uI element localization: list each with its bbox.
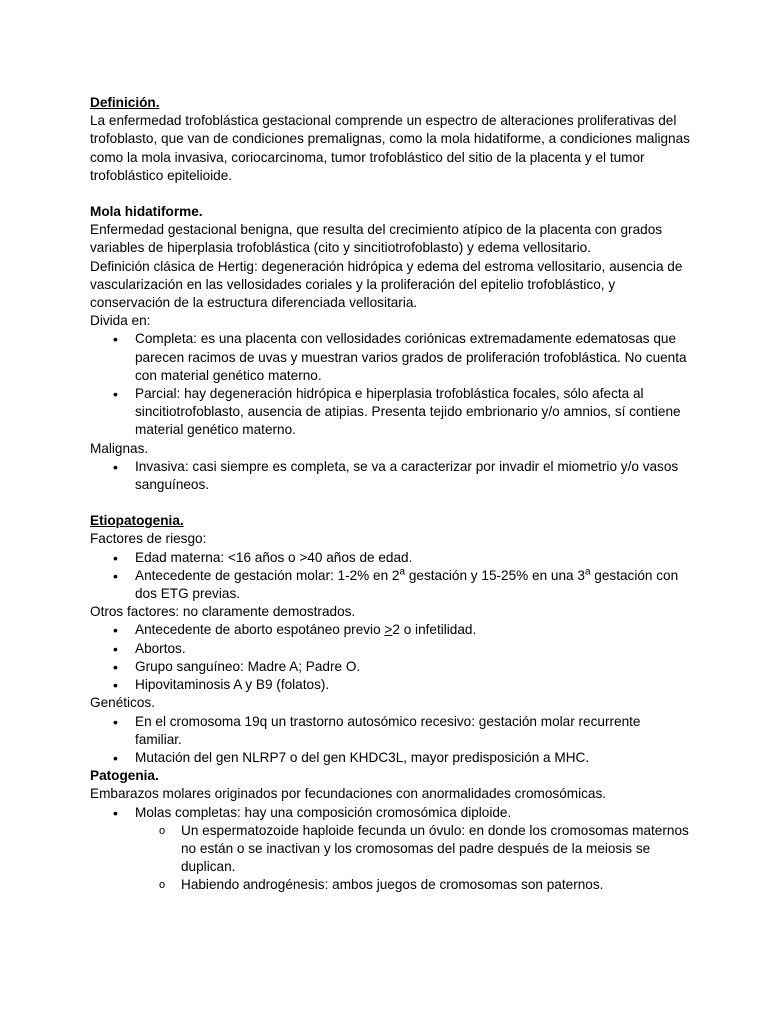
paragraph-definicion: La enfermedad trofoblástica gestacional comprende un espectro de alteraciones proliferativas del trofoblasto, que van de condiciones premalignas, como la mola hidatiforme, a condiciones malignas como la mola invasiva, coriocarcinoma, tumor trofoblástico del sitio de la placenta y el tumor trofoblástico epitelioide. — [90, 113, 690, 183]
sublist-item-espermatozoide: o Un espermatozoide haploide fecunda un óvulo: en donde los cromosomas maternos no están o se inactivan y los cromosomas del padre después de la meiosis se duplican. — [90, 822, 690, 877]
list-malignas — [90, 458, 690, 494]
label-malignas: Malignas. — [90, 440, 149, 456]
text-fragment: Antecedente de aborto espotáneo previo — [135, 622, 385, 638]
list-item-antecedente-molar — [90, 567, 690, 603]
list-item-completa: • Completa: es una placenta con vellosidades coriónicas extremadamente edematosas que parecen racimos de uvas y muestran varios grados de proliferación trofoblástica. No cuenta con material genético materno. — [90, 330, 690, 385]
list-item-grupo-sanguineo: • Grupo sanguíneo: Madre A; Padre O. — [90, 658, 690, 676]
list-patogenia — [90, 804, 690, 822]
text-fragment: 2 o infetilidad. — [392, 622, 477, 638]
list-item-edad-materna: • Edad materna: <16 años o >40 años de edad. — [90, 549, 690, 567]
label-otros-factores: Otros factores: no claramente demostrados. — [90, 604, 356, 620]
spacer — [90, 185, 690, 203]
list-item-invasiva: • Invasiva: casi siempre es completa, se va a caracterizar por invadir el miometrio y/o vasos sanguíneos. — [90, 458, 690, 494]
heading-mola-hidatiforme: Mola hidatiforme. — [90, 204, 203, 220]
spacer — [90, 494, 690, 512]
list-tipos-mola — [90, 330, 690, 439]
text-fragment: gestación con dos ETG previas. — [135, 567, 679, 602]
list-factores-riesgo — [90, 549, 690, 604]
paragraph-hertig: Definición clásica de Hertig: degeneración hidrópica y edema del estroma vellositario, ausencia de vascularización en las vellosidades coriales y la proliferación del epitelio trofoblástico, y conservación de la estructura diferenciada vellositaria. — [90, 258, 683, 311]
paragraph-patogenia: Embarazos molares originados por fecundaciones con anormalidades cromosómicas. — [90, 786, 607, 802]
heading-etiopatogenia: Etiopatogenia. — [90, 513, 184, 529]
superscript-ordinal: a — [399, 566, 406, 578]
text-fragment: Antecedente de gestación molar: 1-2% en 2 — [135, 567, 400, 583]
list-item-mutacion-gen: • Mutación del gen NLRP7 o del gen KHDC3L, mayor predisposición a MHC. — [90, 749, 690, 767]
list-otros-factores — [90, 621, 690, 694]
heading-patogenia: Patogenia. — [90, 768, 159, 784]
list-item-molas-completas: • Molas completas: hay una composición cromosómica diploide. — [90, 804, 690, 822]
sublist-molas-completas — [90, 822, 690, 895]
greater-equal-symbol: > — [384, 622, 393, 638]
list-item-aborto-previo — [90, 621, 690, 639]
list-item-abortos: • Abortos. — [90, 640, 690, 658]
label-geneticos: Genéticos. — [90, 695, 155, 711]
superscript-ordinal: a — [584, 566, 591, 578]
document-body — [90, 94, 690, 895]
text-fragment: gestación y 15-25% en una 3 — [405, 567, 585, 583]
sublist-item-androgenesis: o Habiendo androgénesis: ambos juegos de cromosomas son paternos. — [90, 876, 690, 894]
list-item-hipovitaminosis: • Hipovitaminosis A y B9 (folatos). — [90, 676, 690, 694]
list-item-parcial: • Parcial: hay degeneración hidrópica e hiperplasia trofoblástica focales, sólo afecta al sincitiotrofoblasto, ausencia de atipias. Presenta tejido embrionario y/o amnios, sí contiene material genético materno. — [90, 385, 690, 440]
list-geneticos — [90, 713, 690, 768]
label-factores-riesgo: Factores de riesgo: — [90, 531, 207, 547]
label-divida-en: Divida en: — [90, 313, 151, 329]
heading-definicion: Definición. — [90, 95, 160, 110]
paragraph-mola-descripcion: Enfermedad gestacional benigna, que resulta del crecimiento atípico de la placenta con grados variables de hiperplasia trofoblástica (cito y sincitiotrofoblasto) y edema vellositario. — [90, 222, 663, 256]
list-item-cromosoma-19q: • En el cromosoma 19q un trastorno autosómico recesivo: gestación molar recurrente familiar. — [90, 713, 690, 749]
